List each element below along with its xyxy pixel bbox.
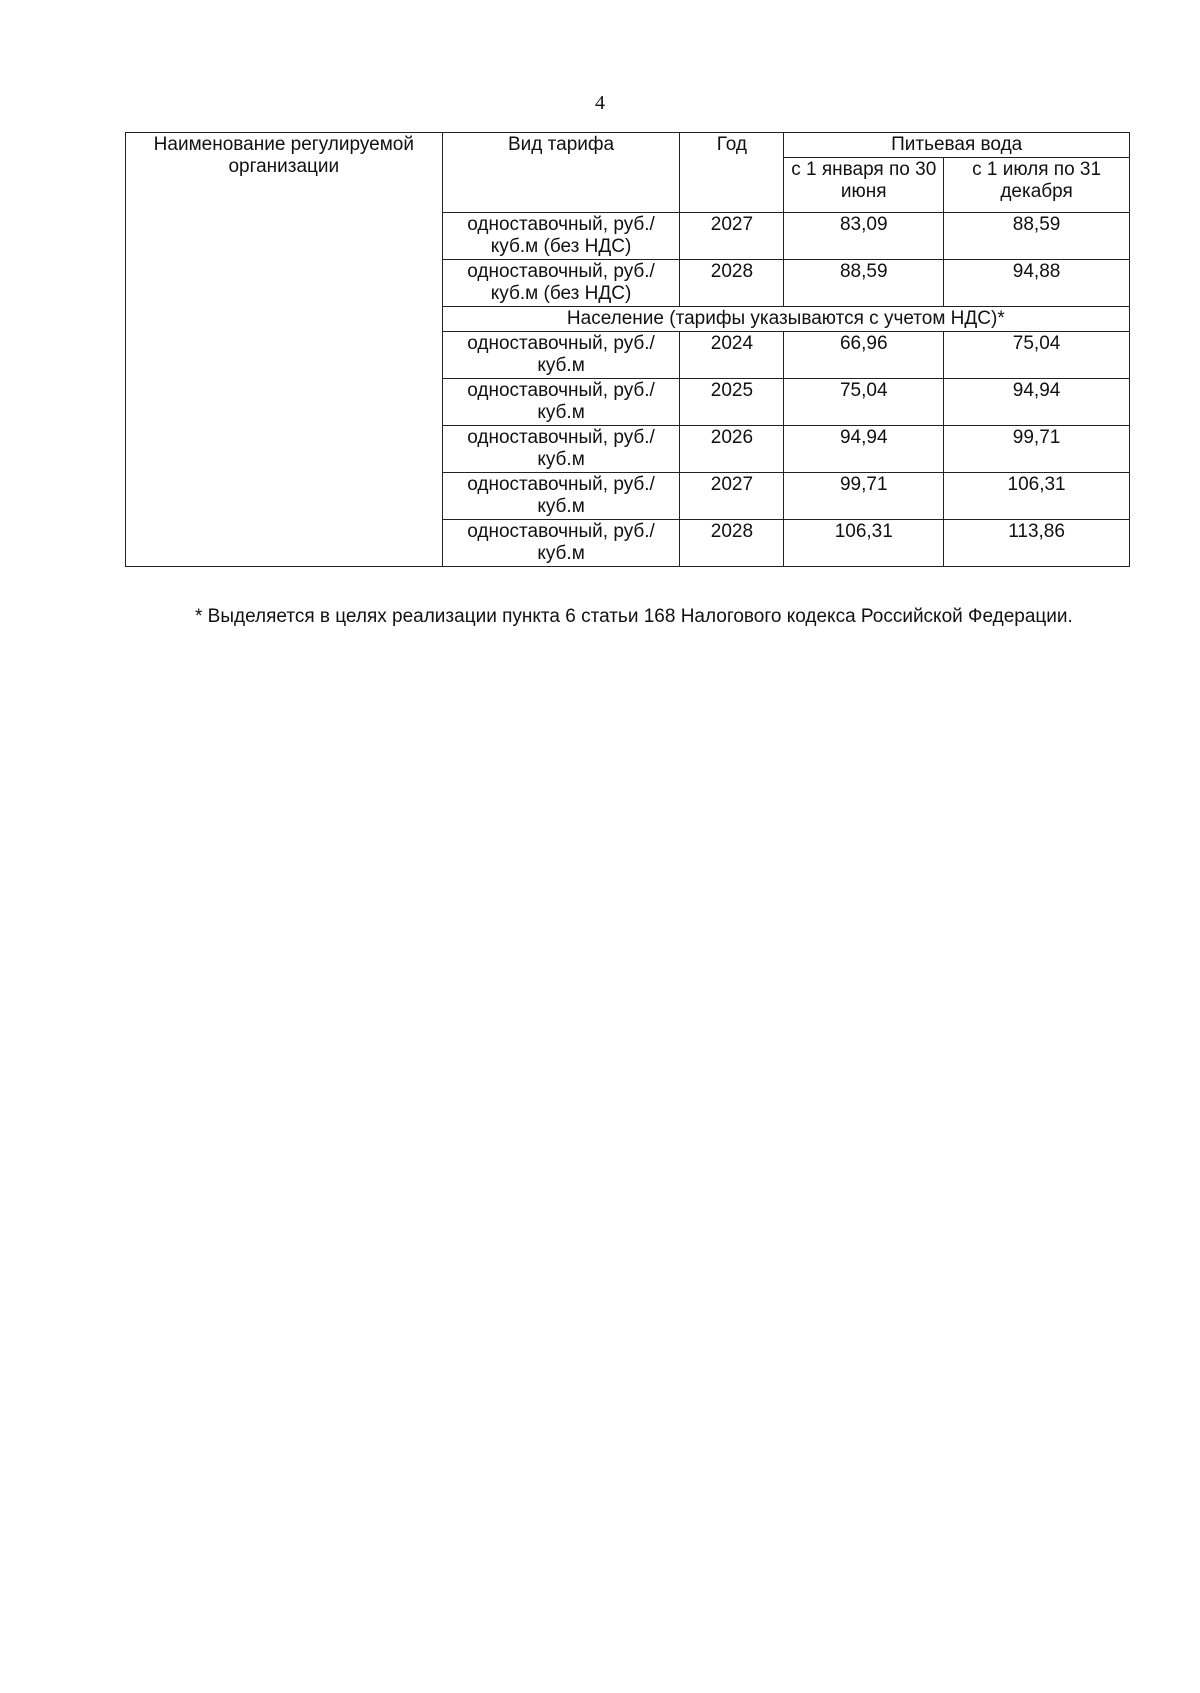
cell-year: 2026 — [680, 426, 784, 473]
header-org-name — [126, 133, 443, 567]
header-year: Год — [680, 133, 784, 213]
cell-tariff-kind: одноставочный, руб./куб.м — [442, 426, 680, 473]
header-org-name-label: Наименование регулируемой организации — [153, 134, 414, 177]
cell-first-half: 88,59 — [784, 260, 944, 307]
header-tariff-kind: Вид тарифа — [442, 133, 680, 213]
cell-year: 2024 — [680, 332, 784, 379]
cell-second-half: 99,71 — [944, 426, 1130, 473]
page-number: 4 — [595, 92, 605, 114]
cell-tariff-kind: одноставочный, руб./куб.м — [442, 473, 680, 520]
cell-second-half: 94,94 — [944, 379, 1130, 426]
section-label-population: Население (тарифы указываются с учетом НДС)* — [442, 307, 1129, 332]
cell-first-half: 75,04 — [784, 379, 944, 426]
cell-second-half: 106,31 — [944, 473, 1130, 520]
cell-tariff-kind: одноставочный, руб./куб.м — [442, 379, 680, 426]
cell-second-half: 94,88 — [944, 260, 1130, 307]
cell-first-half: 83,09 — [784, 213, 944, 260]
cell-first-half: 99,71 — [784, 473, 944, 520]
cell-tariff-kind: одноставочный, руб./куб.м — [442, 520, 680, 567]
cell-year: 2025 — [680, 379, 784, 426]
header-second-half: с 1 июля по 31 декабря — [944, 158, 1130, 213]
cell-tariff-kind: одноставочный, руб./куб.м — [442, 332, 680, 379]
cell-year: 2027 — [680, 213, 784, 260]
header-first-half: с 1 января по 30 июня — [784, 158, 944, 213]
cell-tariff-kind: одноставочный, руб./куб.м (без НДС) — [442, 213, 680, 260]
cell-year: 2028 — [680, 260, 784, 307]
cell-first-half: 106,31 — [784, 520, 944, 567]
cell-second-half: 113,86 — [944, 520, 1130, 567]
cell-second-half: 88,59 — [944, 213, 1130, 260]
footnote: * Выделяется в целях реализации пункта 6 статьи 168 Налогового кодекса Российской Федерации. — [195, 606, 1073, 627]
header-row — [126, 133, 1130, 158]
header-drinking-water: Питьевая вода — [784, 133, 1130, 158]
cell-first-half: 94,94 — [784, 426, 944, 473]
cell-tariff-kind: одноставочный, руб./куб.м (без НДС) — [442, 260, 680, 307]
cell-first-half: 66,96 — [784, 332, 944, 379]
tariff-table — [125, 132, 1130, 567]
cell-year: 2027 — [680, 473, 784, 520]
cell-year: 2028 — [680, 520, 784, 567]
cell-second-half: 75,04 — [944, 332, 1130, 379]
